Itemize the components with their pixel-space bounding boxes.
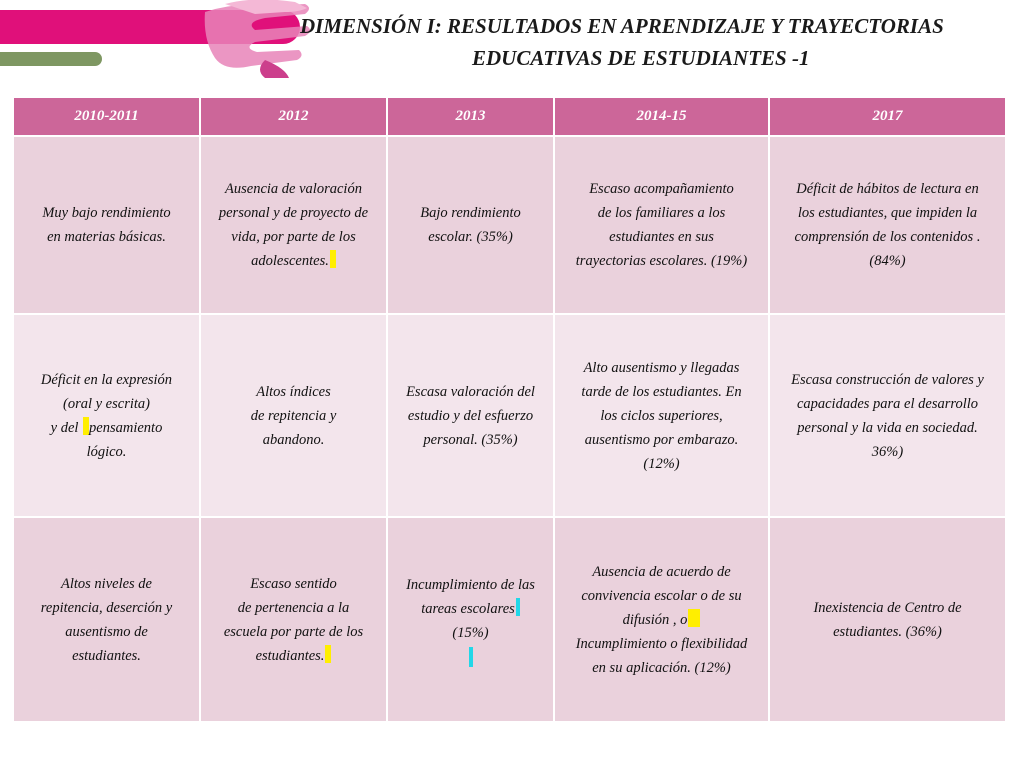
table-cell [13,517,200,722]
cell-text: Escasa valoración del [406,383,535,400]
highlight-mark [330,250,336,268]
table-row [13,136,1006,314]
cell-text: estudiantes. (36%) [833,623,942,640]
cell-text: escolar. (35%) [428,229,513,245]
table-cell [200,136,387,314]
results-table [12,96,1007,723]
cell-text: y del [50,419,79,436]
table-cell [769,314,1006,517]
column-header: 2010-2011 [13,97,200,136]
cell-text: Escasa construcción de valores y [791,371,984,388]
highlight-mark [325,645,331,663]
cell-text: vida, por parte de los [231,229,356,245]
cell-text: Incumplimiento de las [406,576,535,593]
cell-text: difusión , o [622,611,688,628]
highlight-mark [516,598,520,616]
cell-text: Ausencia de valoración [225,181,362,197]
cell-text: personal y la vida en sociedad. [797,419,978,436]
cell-text: tareas escolares [421,600,515,617]
cell-text: en su aplicación. (12%) [592,659,731,676]
table-cell [554,517,769,722]
table-row [13,314,1006,517]
cell-text: estudio y del esfuerzo [407,407,534,424]
cell-text: capacidades para el desarrollo [796,395,979,412]
cell-text: personal y de proyecto de [218,205,369,221]
cell-text: pensamiento [89,419,163,436]
cell-text: Muy bajo rendimiento [42,205,171,221]
table-header-row [13,97,1006,136]
table-cell [200,314,387,517]
table-row [13,517,1006,722]
column-header: 2014-15 [554,97,769,136]
cell-text: de los familiares a los [597,205,726,221]
cell-text: Escaso acompañamiento [589,181,734,197]
cell-text: repitencia, deserción y [40,599,173,616]
cell-text: personal. (35%) [423,431,518,448]
cell-text: Altos índices [256,383,331,400]
title-line-2: EDUCATIVAS DE ESTUDIANTES -1 [472,46,810,70]
cell-text: (12%) [643,455,680,472]
cell-text: los ciclos superiores, [600,407,723,424]
cell-text: Incumplimiento o flexibilidad [575,635,748,652]
cell-text: Déficit de hábitos de lectura en [796,181,979,197]
cell-text: Escaso sentido [250,575,337,592]
column-header: 2012 [200,97,387,136]
cell-text: estudiantes en sus [609,229,714,245]
cell-text: comprensión de los contenidos . [794,229,981,245]
table-cell [13,136,200,314]
cell-text: de repitencia y [250,407,337,424]
cell-text: (15%) [452,624,489,641]
cell-text: Ausencia de acuerdo de [592,563,731,580]
cell-text: en materias básicas. [47,229,166,245]
table-cell [554,314,769,517]
cell-text: Alto ausentismo y llegadas [583,359,740,376]
table-cell [387,517,554,722]
decorative-green-stripe [0,52,102,66]
cell-text: Déficit en la expresión [40,371,173,388]
table-cell [13,314,200,517]
cell-text: 36%) [871,443,904,460]
cell-text: (oral y escrita) [63,395,150,412]
cell-text: escuela por parte de los [223,623,364,640]
cell-text: estudiantes. [72,647,141,664]
cell-text: convivencia escolar o de su [581,587,742,604]
highlight-mark [469,647,473,667]
cell-text: abandono. [262,431,325,448]
table-cell [554,136,769,314]
table-cell [387,314,554,517]
page-title [300,10,1020,74]
highlight-mark [688,609,700,627]
cell-text: ausentismo por embarazo. [584,431,739,448]
table-cell [387,136,554,314]
table-cell [200,517,387,722]
column-header: 2013 [387,97,554,136]
cell-text: lógico. [86,443,127,460]
cell-text: trayectorias escolares. (19%) [575,253,748,269]
cell-text: estudiantes. [255,647,325,664]
cell-text: Bajo rendimiento [420,205,521,221]
cell-text: ausentismo de [65,623,148,640]
table-cell [769,517,1006,722]
cell-text: Inexistencia de Centro de [813,599,962,616]
cell-text: adolescentes. [251,253,329,269]
title-line-1: DIMENSIÓN I: RESULTADOS EN APRENDIZAJE Y TRAYECTORIAS [300,14,944,38]
column-header: 2017 [769,97,1006,136]
cell-text: Altos niveles de [60,575,152,592]
cell-text: de pertenencia a la [237,599,350,616]
cell-text: tarde de los estudiantes. En [581,383,742,400]
cell-text: los estudiantes, que impiden la [797,205,978,221]
hand-logo-icon [195,0,315,78]
cell-text: (84%) [869,253,906,269]
table-cell [769,136,1006,314]
